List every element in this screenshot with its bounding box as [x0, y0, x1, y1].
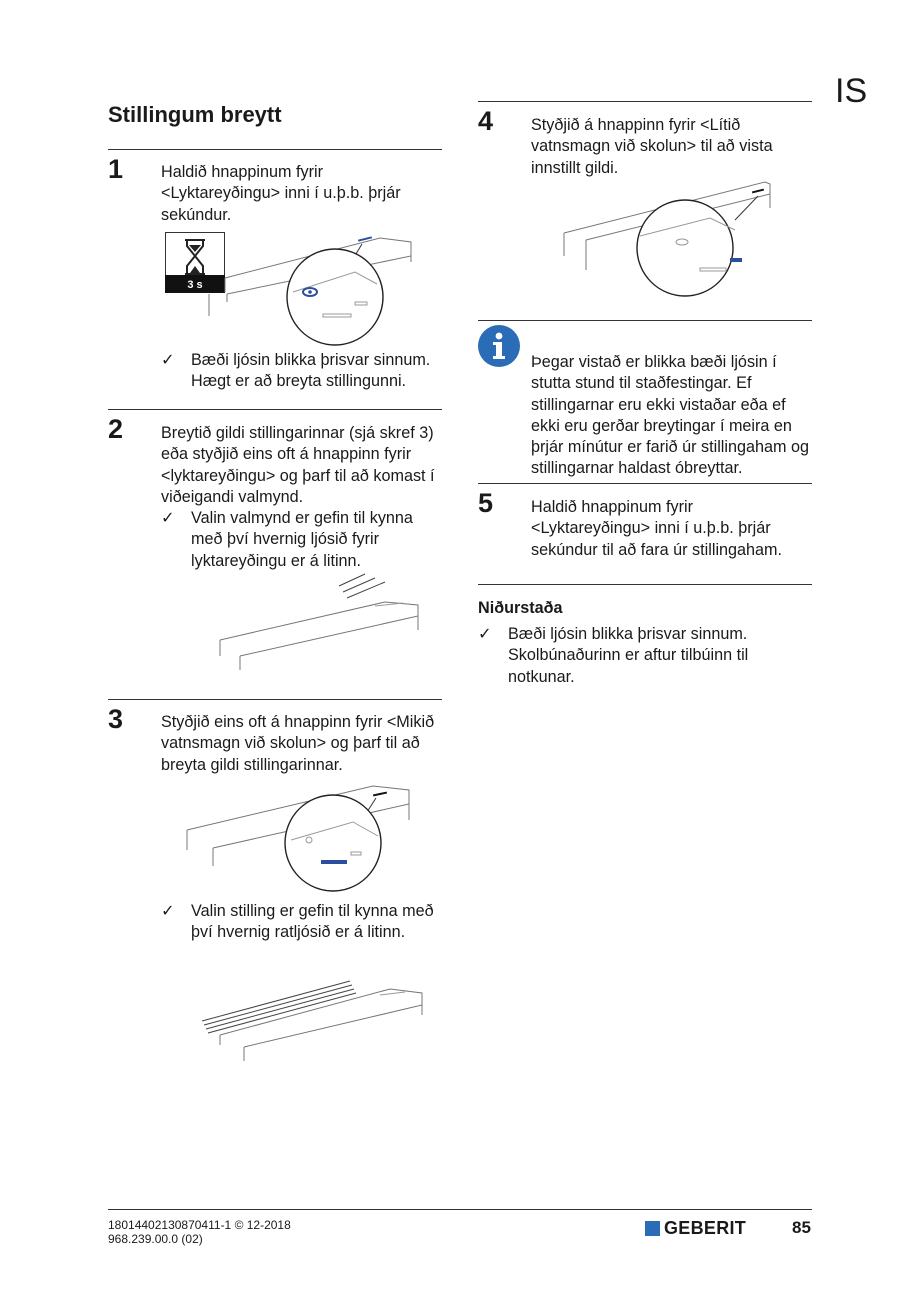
- step-text: Haldið hnappinum fyrir <Lyktareyðingu> inni í u.þ.b. þrjár sekúndur.: [161, 163, 401, 224]
- brand-logo: [645, 1218, 746, 1239]
- divider: [108, 699, 442, 700]
- step-text: Breytið gildi stillingarinnar (sjá skref 3) eða styðjið eins oft á hnappinn fyrir <lyktareyðingu> og þarf til að komast í viðeigandi valmynd.: [161, 424, 435, 506]
- footer-divider: [108, 1209, 812, 1210]
- result-text: Bæði ljósin blikka þrisvar sinnum. Hægt er að breyta stillingunni.: [191, 351, 431, 391]
- result-text: Valin stilling er gefin til kynna með því hvernig ratljósið er á litinn.: [191, 902, 434, 942]
- check-icon: ✓: [478, 625, 492, 643]
- doc-id: 18014402130870411-1 © 12-2018: [108, 1218, 291, 1232]
- step-2-illustration: [215, 572, 425, 672]
- step-text: Styðjið á hnappinn fyrir <Lítið vatnsmagn við skolun> til að vista innstillt gildi.: [531, 116, 773, 177]
- step-number: 4: [478, 106, 494, 136]
- divider: [478, 483, 812, 484]
- step-1-illustration: [165, 232, 425, 347]
- check-icon: ✓: [161, 902, 175, 920]
- page-title: Stillingum breytt: [108, 102, 282, 127]
- step-number: 2: [108, 414, 124, 444]
- divider: [478, 584, 812, 585]
- result-text: Bæði ljósin blikka þrisvar sinnum. Skolbúnaðurinn er aftur tilbúinn til notkunar.: [508, 625, 749, 686]
- brand-name: GEBERIT: [664, 1218, 747, 1238]
- step-number: 3: [108, 704, 124, 734]
- step-3-result: [161, 901, 445, 944]
- step-text: Styðjið eins oft á hnappinn fyrir <Mikið vatnsmagn við skolun> og þarf til að breyta gildi stillingarinnar.: [161, 713, 435, 774]
- result-heading: Niðurstaða: [478, 599, 563, 617]
- footer-doc-info: [108, 1218, 291, 1246]
- step-text: Haldið hnappinum fyrir <Lyktareyðingu> inni í u.þ.b. þrjár sekúndur til að fara úr stillingaham.: [531, 498, 783, 559]
- language-tag: IS: [835, 72, 868, 110]
- step-1-result: [161, 350, 445, 393]
- divider: [108, 149, 442, 150]
- page-number: 85: [792, 1218, 811, 1237]
- timer-badge: 3 s: [187, 279, 203, 291]
- check-icon: ✓: [161, 351, 175, 369]
- divider: [478, 320, 812, 321]
- divider: [478, 101, 812, 102]
- final-result: [478, 624, 788, 688]
- doc-code: 968.239.00.0 (02): [108, 1232, 203, 1246]
- step-number: 1: [108, 154, 124, 184]
- check-icon: ✓: [161, 509, 175, 527]
- info-icon: [478, 325, 520, 372]
- divider: [108, 409, 442, 410]
- step-2-result: [161, 508, 445, 572]
- step-4-illustration: [560, 178, 790, 298]
- info-text: Þegar vistað er blikka bæði ljósin í stutta stund til staðfestingar. Ef stillingarnar eru ekki vistaðar eða ef ekki eru gerðar breytingar í meira en þrjár mínútur er farið úr stillingaham og stillingarnar haldast óbreyttar.: [531, 353, 810, 478]
- step-number: 5: [478, 488, 494, 518]
- logo-square-icon: [645, 1221, 660, 1236]
- step-3-illustration: [183, 778, 413, 896]
- result-text: Valin valmynd er gefin til kynna með því hvernig ljósið fyrir lyktareyðingu er á litinn.: [191, 509, 413, 570]
- step-3-result-illustration: [200, 975, 430, 1065]
